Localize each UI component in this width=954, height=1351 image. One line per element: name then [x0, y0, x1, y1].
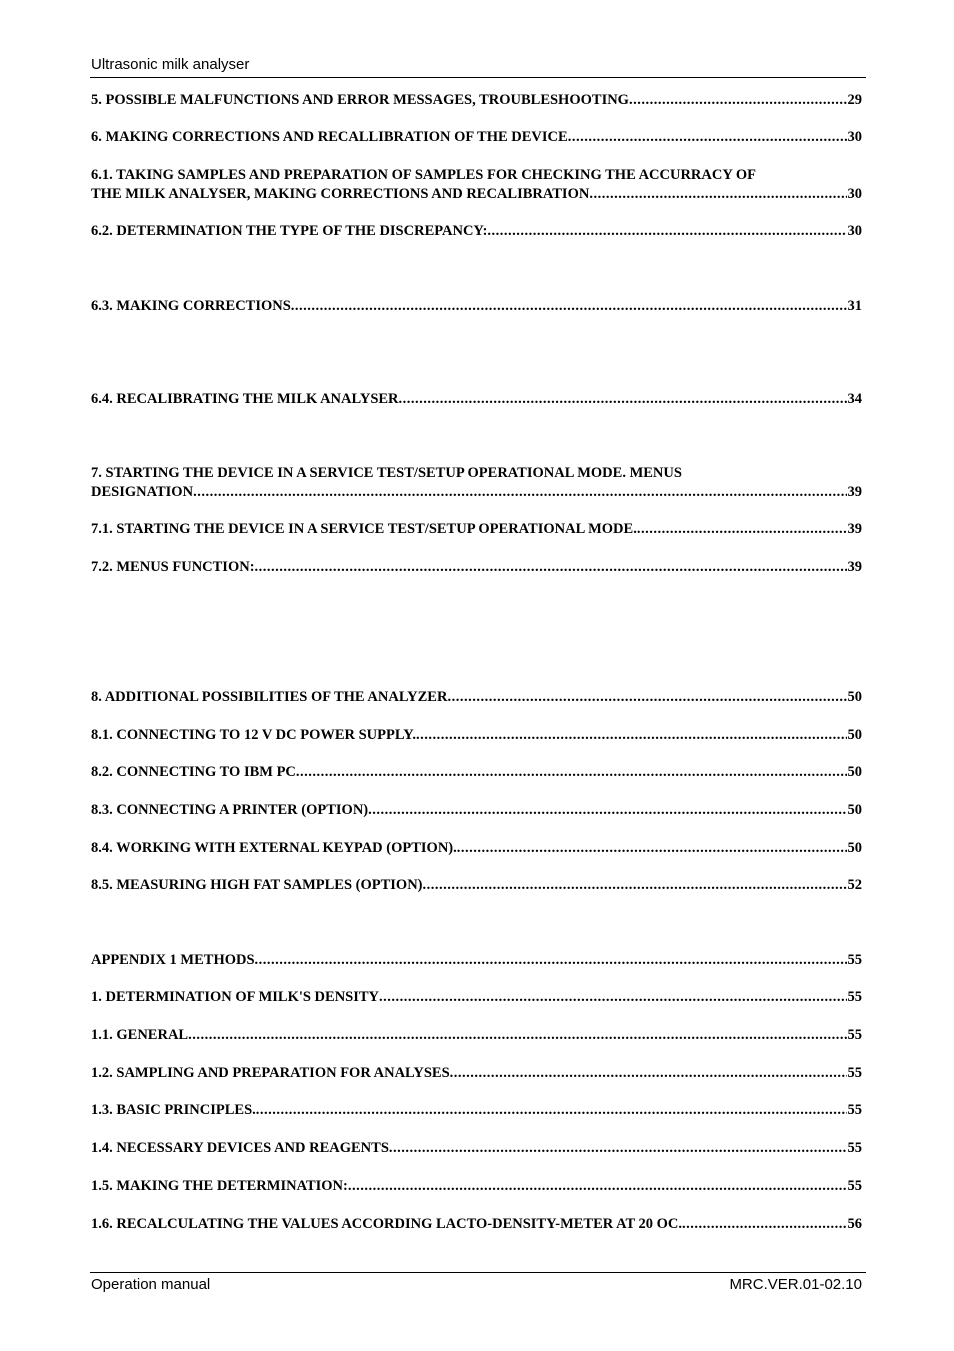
toc-entry-title: 8.4. WORKING WITH EXTERNAL KEYPAD (OPTION).	[91, 840, 457, 856]
toc-entry-page: 39	[847, 559, 862, 575]
toc-leader	[348, 1177, 847, 1196]
toc-entry-page: 39	[847, 521, 862, 537]
toc-leader	[457, 839, 847, 858]
toc-entry[interactable]	[91, 1026, 862, 1045]
toc-entry-title: 8.3. CONNECTING A PRINTER (OPTION)	[91, 802, 369, 818]
toc-entry-page: 50	[847, 764, 862, 780]
toc-entry[interactable]	[91, 166, 862, 204]
toc-leader	[450, 1064, 847, 1083]
toc-entry[interactable]	[91, 876, 862, 895]
toc-leader	[291, 297, 847, 316]
toc-entry-page: 55	[847, 1102, 862, 1118]
toc-entry[interactable]	[91, 91, 862, 110]
toc-leader	[368, 801, 846, 820]
toc-leader	[193, 483, 846, 502]
toc-leader	[389, 1139, 847, 1158]
toc-entry-title: 8. ADDITIONAL POSSIBILITIES OF THE ANALYZER	[91, 689, 448, 705]
toc-entry-title: DESIGNATION	[91, 484, 194, 500]
toc-entry[interactable]	[91, 297, 862, 316]
toc-entry-page: 55	[847, 952, 862, 968]
toc-entry-title: 8.2. CONNECTING TO IBM PC	[91, 764, 296, 780]
footer-left: Operation manual	[91, 1276, 211, 1293]
toc-entry[interactable]	[91, 222, 862, 241]
toc-entry-page: 30	[847, 223, 862, 239]
toc-leader	[416, 726, 847, 745]
toc-leader	[682, 1215, 846, 1234]
toc-entry-title: 5. POSSIBLE MALFUNCTIONS AND ERROR MESSAGES, TROUBLESHOOTING	[91, 92, 629, 108]
toc-entry-page: 34	[847, 391, 862, 407]
toc-entry-title: 7.1. STARTING THE DEVICE IN A SERVICE TEST/SETUP OPERATIONAL MODE.	[91, 521, 637, 537]
toc-entry-page: 31	[847, 298, 862, 314]
toc-entry-page: 29	[847, 92, 862, 108]
toc-entry[interactable]	[91, 390, 862, 409]
toc-leader	[487, 222, 846, 241]
toc-entry-title: 1.6. RECALCULATING THE VALUES ACCORDING LACTO-DENSITY-METER AT 20 OC.	[91, 1216, 683, 1232]
running-header: Ultrasonic milk analyser	[91, 56, 250, 73]
toc-entry-title: 8.1. CONNECTING TO 12 V DC POWER SUPPLY.	[91, 727, 416, 743]
toc-entry-page: 30	[847, 129, 862, 145]
toc-entry-page: 50	[847, 689, 862, 705]
toc-leader	[589, 185, 846, 204]
footer-right: MRC.VER.01-02.10	[729, 1276, 862, 1293]
toc-entry-page: 55	[847, 1140, 862, 1156]
toc-entry-title: 1.2. SAMPLING AND PREPARATION FOR ANALYSES	[91, 1065, 450, 1081]
toc-entry[interactable]	[91, 801, 862, 820]
toc-entry-title: 1. DETERMINATION OF MILK'S DENSITY	[91, 989, 380, 1005]
toc-leader	[629, 91, 847, 110]
toc-leader	[256, 1101, 847, 1120]
toc-leader	[379, 988, 846, 1007]
toc-entry-title: APPENDIX 1 METHODS	[91, 952, 255, 968]
footer-rule	[90, 1272, 866, 1273]
toc-entry-title: 6.2. DETERMINATION THE TYPE OF THE DISCREPANCY:	[91, 223, 488, 239]
toc-entry-title: 6.4. RECALIBRATING THE MILK ANALYSER	[91, 391, 399, 407]
toc-entry[interactable]	[91, 951, 862, 970]
toc-entry-page: 56	[847, 1216, 862, 1232]
toc-entry-page: 52	[847, 877, 862, 893]
toc-entry-title: 1.3. BASIC PRINCIPLES.	[91, 1102, 256, 1118]
toc-entry-title: 7.2. MENUS FUNCTION:	[91, 559, 255, 575]
toc-entry-page: 39	[847, 484, 862, 500]
toc-entry[interactable]	[91, 726, 862, 745]
toc-entry-page: 30	[847, 186, 862, 202]
toc-leader	[637, 520, 847, 539]
toc-entry-page: 55	[847, 989, 862, 1005]
toc-entry-title: THE MILK ANALYSER, MAKING CORRECTIONS AND RECALIBRATION	[91, 186, 590, 202]
toc-leader	[296, 763, 847, 782]
toc-entry-title: 8.5. MEASURING HIGH FAT SAMPLES (OPTION)	[91, 877, 423, 893]
toc-entry[interactable]	[91, 128, 862, 147]
toc-entry[interactable]	[91, 1139, 862, 1158]
toc-entry-page: 50	[847, 727, 862, 743]
toc-entry[interactable]	[91, 1064, 862, 1083]
toc-entry[interactable]	[91, 1177, 862, 1196]
toc-entry-page: 55	[847, 1027, 862, 1043]
toc-entry[interactable]	[91, 520, 862, 539]
toc-entry[interactable]	[91, 688, 862, 707]
toc-entry-page: 50	[847, 840, 862, 856]
toc-leader	[255, 951, 847, 970]
toc-entry[interactable]	[91, 988, 862, 1007]
toc-leader	[188, 1026, 846, 1045]
toc-entry[interactable]	[91, 464, 862, 502]
toc-entry[interactable]	[91, 558, 862, 577]
toc-entry[interactable]	[91, 839, 862, 858]
toc-entry[interactable]	[91, 763, 862, 782]
toc-leader	[568, 128, 847, 147]
toc-entry-first-line: 6.1. TAKING SAMPLES AND PREPARATION OF SAMPLES FOR CHECKING THE ACCURRACY OF	[91, 167, 757, 183]
toc-leader	[255, 558, 847, 577]
toc-entry-page: 55	[847, 1065, 862, 1081]
toc-entry-first-line: 7. STARTING THE DEVICE IN A SERVICE TEST/SETUP OPERATIONAL MODE. MENUS	[91, 465, 682, 481]
toc-leader	[423, 876, 847, 895]
toc-entry-title: 1.4. NECESSARY DEVICES AND REAGENTS	[91, 1140, 389, 1156]
toc-leader	[399, 390, 847, 409]
toc-entry-title: 1.5. MAKING THE DETERMINATION:	[91, 1178, 348, 1194]
toc-entry-title: 6. MAKING CORRECTIONS AND RECALLIBRATION OF THE DEVICE	[91, 129, 568, 145]
toc-entry[interactable]	[91, 1101, 862, 1120]
toc-entry-title: 1.1. GENERAL	[91, 1027, 189, 1043]
toc-entry[interactable]	[91, 1215, 862, 1234]
toc-entry-page: 55	[847, 1178, 862, 1194]
toc-entry-title: 6.3. MAKING CORRECTIONS	[91, 298, 291, 314]
toc-leader	[447, 688, 846, 707]
toc-entry-page: 50	[847, 802, 862, 818]
